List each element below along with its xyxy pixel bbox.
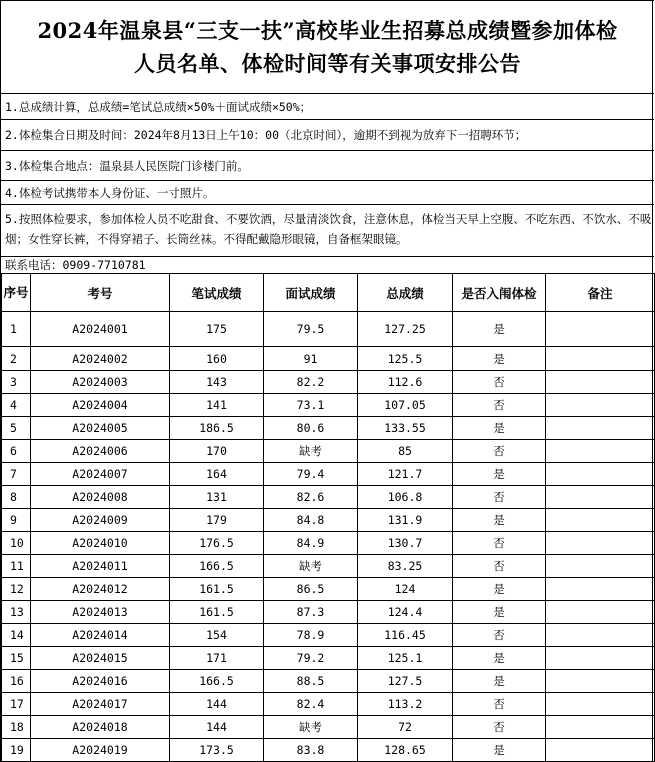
row-total-score: 130.7 xyxy=(358,532,453,555)
row-written-score: 171 xyxy=(170,647,264,670)
row-seq: 7 xyxy=(2,463,31,486)
row-seq: 14 xyxy=(2,624,31,647)
row-exam-id: A2024004 xyxy=(31,394,170,417)
table-row xyxy=(2,371,655,394)
row-exam-id: A2024008 xyxy=(31,486,170,509)
row-physical-exam: 否 xyxy=(453,371,546,394)
row-physical-exam: 否 xyxy=(453,555,546,578)
contact-phone: 联系电话：0909-7710781 xyxy=(1,256,654,273)
row-interview-score: 84.8 xyxy=(264,509,358,532)
row-written-score: 160 xyxy=(170,347,264,371)
row-exam-id: A2024012 xyxy=(31,578,170,601)
row-written-score: 144 xyxy=(170,716,264,739)
row-total-score: 106.8 xyxy=(358,486,453,509)
header-exam-id: 考号 xyxy=(31,274,170,312)
row-exam-id: A2024017 xyxy=(31,693,170,716)
row-seq: 18 xyxy=(2,716,31,739)
table-row xyxy=(2,693,655,716)
row-interview-score: 82.4 xyxy=(264,693,358,716)
table-row xyxy=(2,532,655,555)
row-interview-score: 82.2 xyxy=(264,371,358,394)
row-seq: 19 xyxy=(2,739,31,762)
results-table xyxy=(1,273,655,762)
row-interview-score: 83.8 xyxy=(264,739,358,762)
table-header-row xyxy=(2,274,655,312)
row-written-score: 131 xyxy=(170,486,264,509)
row-written-score: 161.5 xyxy=(170,578,264,601)
row-physical-exam: 是 xyxy=(453,347,546,371)
table-row xyxy=(2,347,655,371)
row-total-score: 113.2 xyxy=(358,693,453,716)
row-remarks xyxy=(546,347,655,371)
note-exam-location: 3.体检集合地点：温泉县人民医院门诊楼门前。 xyxy=(1,150,654,180)
row-interview-score: 82.6 xyxy=(264,486,358,509)
row-exam-id: A2024006 xyxy=(31,440,170,463)
row-physical-exam: 是 xyxy=(453,601,546,624)
row-physical-exam: 否 xyxy=(453,624,546,647)
row-remarks xyxy=(546,532,655,555)
row-total-score: 112.6 xyxy=(358,371,453,394)
row-written-score: 161.5 xyxy=(170,601,264,624)
row-seq: 4 xyxy=(2,394,31,417)
row-remarks xyxy=(546,647,655,670)
row-remarks xyxy=(546,624,655,647)
row-physical-exam: 是 xyxy=(453,509,546,532)
row-interview-score: 缺考 xyxy=(264,716,358,739)
row-physical-exam: 否 xyxy=(453,440,546,463)
row-remarks xyxy=(546,463,655,486)
row-interview-score: 87.3 xyxy=(264,601,358,624)
row-total-score: 127.25 xyxy=(358,312,453,347)
table-row xyxy=(2,601,655,624)
row-physical-exam: 否 xyxy=(453,716,546,739)
row-remarks xyxy=(546,716,655,739)
row-remarks xyxy=(546,417,655,440)
row-seq: 11 xyxy=(2,555,31,578)
row-exam-id: A2024009 xyxy=(31,509,170,532)
row-written-score: 154 xyxy=(170,624,264,647)
row-total-score: 128.65 xyxy=(358,739,453,762)
row-physical-exam: 是 xyxy=(453,647,546,670)
row-exam-id: A2024007 xyxy=(31,463,170,486)
note-score-formula: 1.总成绩计算，总成绩=笔试总成绩×50%＋面试成绩×50%； xyxy=(1,93,654,119)
row-remarks xyxy=(546,509,655,532)
row-interview-score: 缺考 xyxy=(264,555,358,578)
row-seq: 9 xyxy=(2,509,31,532)
row-written-score: 176.5 xyxy=(170,532,264,555)
notes-section xyxy=(1,93,654,252)
row-remarks xyxy=(546,440,655,463)
row-total-score: 125.1 xyxy=(358,647,453,670)
row-written-score: 173.5 xyxy=(170,739,264,762)
row-total-score: 124 xyxy=(358,578,453,601)
row-interview-score: 86.5 xyxy=(264,578,358,601)
header-seq: 序号 xyxy=(2,274,31,312)
table-row xyxy=(2,670,655,693)
row-seq: 16 xyxy=(2,670,31,693)
row-exam-id: A2024005 xyxy=(31,417,170,440)
table-row xyxy=(2,739,655,762)
table-row xyxy=(2,394,655,417)
table-row xyxy=(2,509,655,532)
row-interview-score: 79.5 xyxy=(264,312,358,347)
row-written-score: 144 xyxy=(170,693,264,716)
row-seq: 2 xyxy=(2,347,31,371)
row-physical-exam: 是 xyxy=(453,312,546,347)
header-total-score: 总成绩 xyxy=(358,274,453,312)
row-written-score: 179 xyxy=(170,509,264,532)
row-exam-id: A2024001 xyxy=(31,312,170,347)
row-exam-id: A2024010 xyxy=(31,532,170,555)
row-exam-id: A2024011 xyxy=(31,555,170,578)
row-exam-id: A2024002 xyxy=(31,347,170,371)
announcement-title xyxy=(1,0,654,92)
row-physical-exam: 否 xyxy=(453,693,546,716)
row-physical-exam: 是 xyxy=(453,578,546,601)
row-seq: 6 xyxy=(2,440,31,463)
row-seq: 3 xyxy=(2,371,31,394)
table-row xyxy=(2,417,655,440)
header-interview-score: 面试成绩 xyxy=(264,274,358,312)
row-exam-id: A2024013 xyxy=(31,601,170,624)
row-remarks xyxy=(546,601,655,624)
row-written-score: 143 xyxy=(170,371,264,394)
row-physical-exam: 是 xyxy=(453,670,546,693)
note-documents: 4.体检考试携带本人身份证、一寸照片。 xyxy=(1,180,654,204)
row-remarks xyxy=(546,578,655,601)
row-seq: 13 xyxy=(2,601,31,624)
row-written-score: 166.5 xyxy=(170,555,264,578)
table-row xyxy=(2,440,655,463)
row-written-score: 175 xyxy=(170,312,264,347)
row-seq: 5 xyxy=(2,417,31,440)
header-remarks: 备注 xyxy=(546,274,655,312)
row-written-score: 141 xyxy=(170,394,264,417)
row-interview-score: 88.5 xyxy=(264,670,358,693)
row-written-score: 164 xyxy=(170,463,264,486)
header-written-score: 笔试成绩 xyxy=(170,274,264,312)
row-physical-exam: 否 xyxy=(453,532,546,555)
title-line-2: 人员名单、体检时间等有关事项安排公告 xyxy=(134,50,521,76)
table-row xyxy=(2,578,655,601)
row-exam-id: A2024019 xyxy=(31,739,170,762)
row-total-score: 131.9 xyxy=(358,509,453,532)
row-total-score: 107.05 xyxy=(358,394,453,417)
row-seq: 17 xyxy=(2,693,31,716)
header-physical-exam: 是否入闱体检 xyxy=(453,274,546,312)
row-remarks xyxy=(546,394,655,417)
row-exam-id: A2024014 xyxy=(31,624,170,647)
table-row xyxy=(2,624,655,647)
table-row xyxy=(2,716,655,739)
row-total-score: 133.55 xyxy=(358,417,453,440)
note-exam-requirements: 5.按照体检要求，参加体检人员不吃甜食、不要饮酒，尽量清淡饮食，注意休息，体检当天早上空腹、不吃东西、不饮水、不吸烟；女性穿长裤，不得穿裙子、长筒丝袜。不得配戴隐形眼镜，自备框架眼镜。 xyxy=(1,204,654,252)
table-row xyxy=(2,555,655,578)
row-total-score: 72 xyxy=(358,716,453,739)
title-line-1: 2024年温泉县“三支一扶”高校毕业生招募总成绩暨参加体检 xyxy=(37,17,618,43)
row-exam-id: A2024015 xyxy=(31,647,170,670)
row-written-score: 186.5 xyxy=(170,417,264,440)
note-exam-time: 2.体检集合日期及时间：2024年8月13日上午10：00（北京时间），逾期不到视为放弃下一招聘环节； xyxy=(1,119,654,150)
row-interview-score: 79.2 xyxy=(264,647,358,670)
row-physical-exam: 否 xyxy=(453,394,546,417)
table-row xyxy=(2,486,655,509)
row-remarks xyxy=(546,371,655,394)
row-physical-exam: 是 xyxy=(453,417,546,440)
row-total-score: 83.25 xyxy=(358,555,453,578)
row-interview-score: 80.6 xyxy=(264,417,358,440)
row-exam-id: A2024016 xyxy=(31,670,170,693)
row-total-score: 116.45 xyxy=(358,624,453,647)
row-interview-score: 缺考 xyxy=(264,440,358,463)
row-remarks xyxy=(546,670,655,693)
row-seq: 12 xyxy=(2,578,31,601)
row-remarks xyxy=(546,486,655,509)
row-interview-score: 84.9 xyxy=(264,532,358,555)
row-written-score: 170 xyxy=(170,440,264,463)
table-row xyxy=(2,647,655,670)
row-seq: 15 xyxy=(2,647,31,670)
row-exam-id: A2024018 xyxy=(31,716,170,739)
row-seq: 10 xyxy=(2,532,31,555)
row-interview-score: 78.9 xyxy=(264,624,358,647)
row-remarks xyxy=(546,555,655,578)
row-interview-score: 79.4 xyxy=(264,463,358,486)
row-total-score: 85 xyxy=(358,440,453,463)
row-written-score: 166.5 xyxy=(170,670,264,693)
table-row xyxy=(2,463,655,486)
row-physical-exam: 是 xyxy=(453,739,546,762)
row-remarks xyxy=(546,739,655,762)
row-total-score: 125.5 xyxy=(358,347,453,371)
row-seq: 8 xyxy=(2,486,31,509)
row-exam-id: A2024003 xyxy=(31,371,170,394)
row-physical-exam: 是 xyxy=(453,463,546,486)
row-physical-exam: 否 xyxy=(453,486,546,509)
row-remarks xyxy=(546,312,655,347)
table-row xyxy=(2,312,655,347)
row-interview-score: 73.1 xyxy=(264,394,358,417)
row-seq: 1 xyxy=(2,312,31,347)
row-interview-score: 91 xyxy=(264,347,358,371)
row-total-score: 121.7 xyxy=(358,463,453,486)
row-remarks xyxy=(546,693,655,716)
row-total-score: 124.4 xyxy=(358,601,453,624)
row-total-score: 127.5 xyxy=(358,670,453,693)
